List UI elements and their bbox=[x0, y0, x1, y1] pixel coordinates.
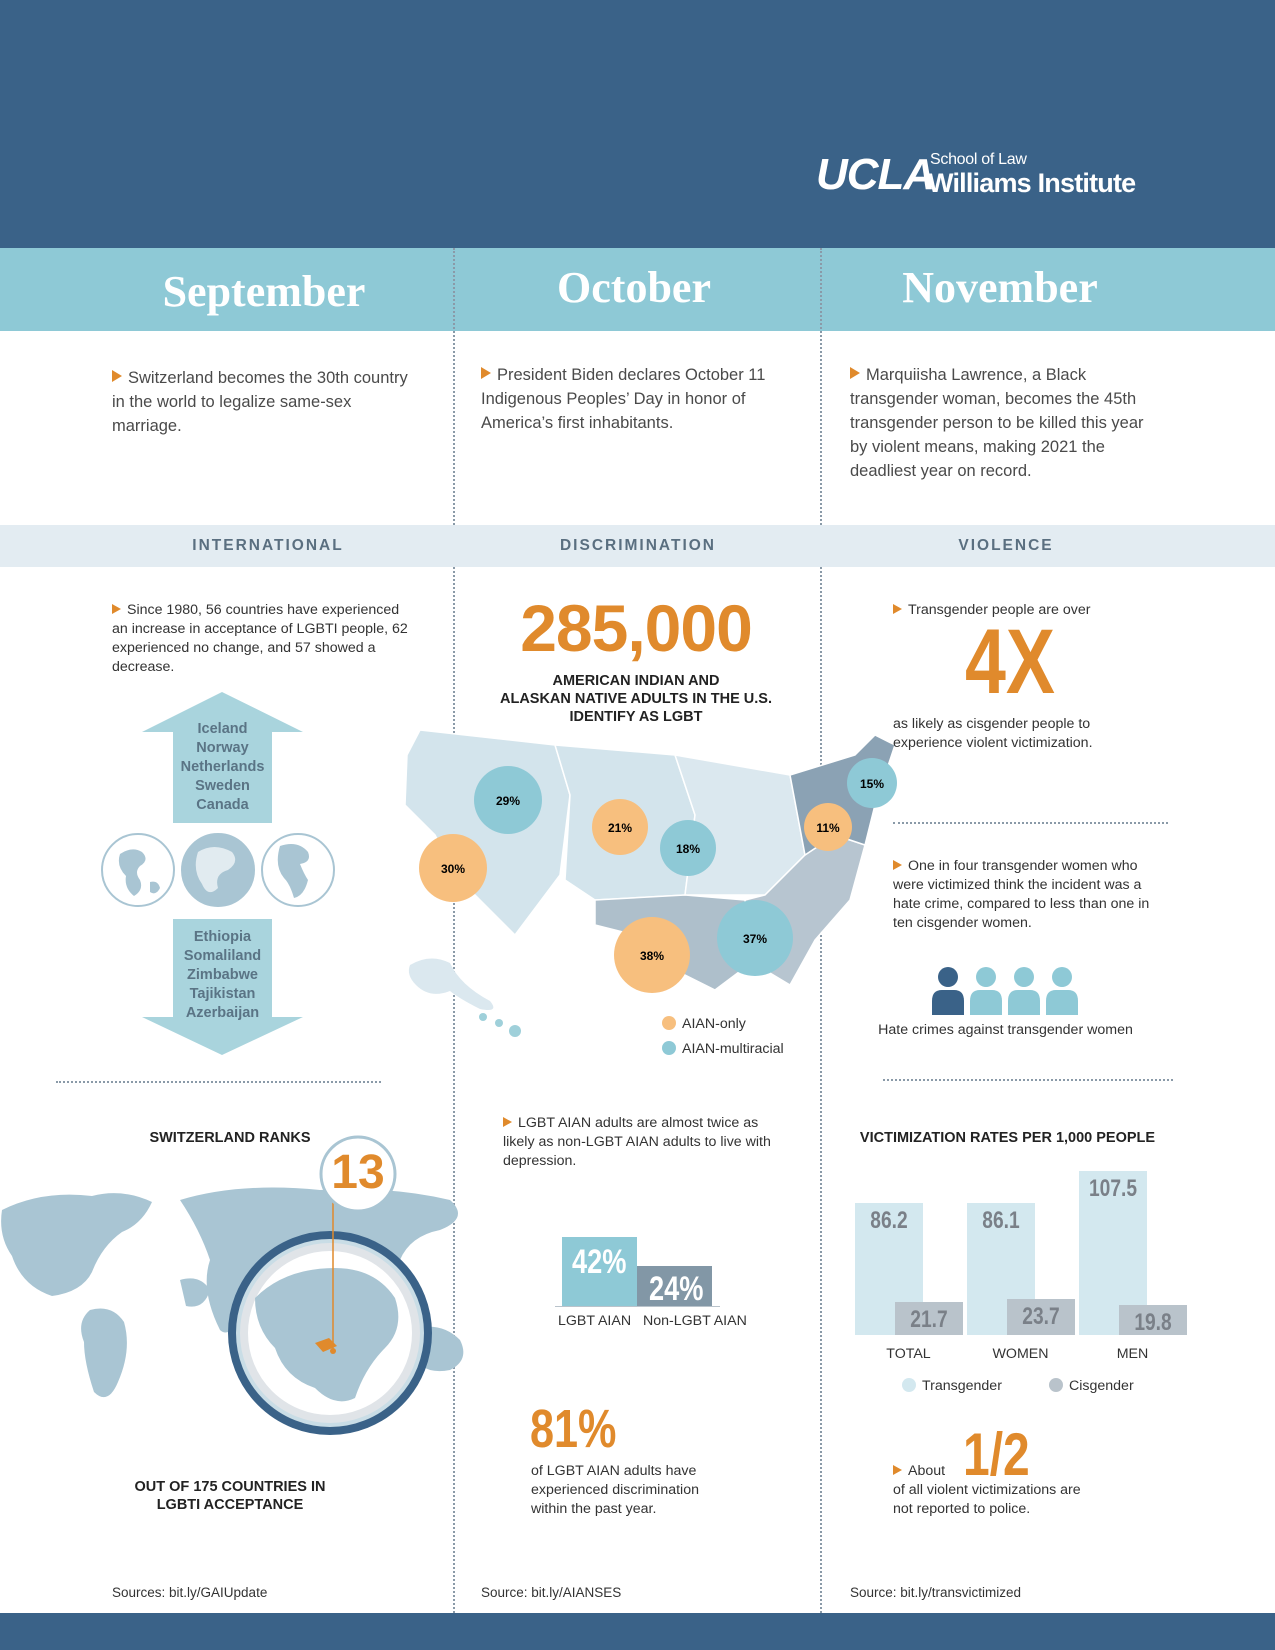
violence-fact-suffix: as likely as cisgender people to experience violent victimization. bbox=[893, 716, 1093, 751]
triangle-bullet-icon bbox=[893, 604, 902, 614]
circle-21 bbox=[592, 799, 648, 855]
header-banner bbox=[0, 0, 1275, 248]
triangle-bullet-icon bbox=[481, 367, 491, 379]
category-label-total: TOTAL bbox=[886, 1346, 931, 1362]
discrimination-stat: 81% bbox=[530, 1399, 617, 1459]
triangle-bullet-icon bbox=[850, 367, 860, 379]
svg-text:21%: 21% bbox=[607, 821, 633, 835]
circle-29 bbox=[474, 766, 542, 834]
international-source: Sources: bit.ly/GAIUpdate bbox=[112, 1585, 268, 1600]
victimization-value-label: 86.2 bbox=[870, 1207, 908, 1235]
map-circle-layer bbox=[395, 725, 905, 1055]
victimization-bar-cisgender-men bbox=[1119, 1305, 1187, 1335]
person-icon bbox=[970, 967, 1002, 1015]
williams-institute-label: Williams Institute bbox=[928, 168, 1136, 198]
triangle-bullet-icon bbox=[893, 1465, 902, 1475]
globes-row bbox=[100, 832, 340, 910]
category-label-men: MEN bbox=[1116, 1346, 1149, 1362]
circle-37 bbox=[717, 900, 793, 976]
circle-18 bbox=[660, 820, 716, 876]
triangle-bullet-icon bbox=[893, 860, 902, 870]
person-icon bbox=[1008, 967, 1040, 1015]
country-item: Netherlands bbox=[180, 759, 265, 775]
circle-30 bbox=[419, 834, 487, 902]
svg-text:29%: 29% bbox=[495, 794, 521, 808]
international-fact: Since 1980, 56 countries have experienced an increase in acceptance of LGBTI people, 62 experienced no change, and 57 showed a decrease. bbox=[112, 602, 408, 675]
victimization-value-label: 23.7 bbox=[1022, 1302, 1060, 1330]
victimization-value-label: 19.8 bbox=[1134, 1308, 1172, 1336]
victimization-value-label: 86.1 bbox=[982, 1207, 1020, 1235]
victimization-value-label: 107.5 bbox=[1088, 1174, 1138, 1202]
victimization-bar-cisgender-women bbox=[1007, 1299, 1075, 1335]
country-item: Tajikistan bbox=[189, 986, 256, 1002]
country-item: Canada bbox=[196, 797, 249, 813]
legend-aian-only: AIAN-only bbox=[662, 1015, 746, 1034]
triangle-bullet-icon bbox=[503, 1117, 512, 1127]
globe-icon bbox=[262, 834, 334, 906]
svg-text:18%: 18% bbox=[675, 842, 701, 856]
violence-separator-2 bbox=[883, 1079, 1173, 1081]
rank-number: 13 bbox=[331, 1146, 385, 1199]
school-of-law-label: School of Law bbox=[930, 151, 1027, 168]
triangle-bullet-icon bbox=[112, 370, 122, 382]
circle-38 bbox=[614, 917, 690, 993]
discrimination-stat-caption: of LGBT AIAN adults have experienced discrimination within the past year. bbox=[531, 1463, 699, 1517]
svg-text:37%: 37% bbox=[742, 932, 768, 946]
globe-icon bbox=[182, 834, 254, 906]
svg-text:38%: 38% bbox=[639, 949, 665, 963]
victimization-value-label: 21.7 bbox=[910, 1305, 948, 1333]
intro-september: Switzerland becomes the 30th country in the world to legalize same-sex marriage. bbox=[112, 369, 408, 435]
intro-november: Marquiisha Lawrence, a Black transgender woman, becomes the 45th transgender person to be killed this year by violent means, making 2021 the deadliest year on record. bbox=[850, 366, 1144, 480]
violence-source: Source: bit.ly/transvictimized bbox=[850, 1585, 1022, 1600]
category-label-women: WOMEN bbox=[992, 1346, 1049, 1362]
person-icon bbox=[1046, 967, 1078, 1015]
violence-4x: 4X bbox=[965, 611, 1056, 713]
orange-dot-icon bbox=[662, 1016, 676, 1030]
circle-11 bbox=[804, 803, 852, 851]
category-discrimination: DISCRIMINATION bbox=[559, 537, 716, 554]
month-september: September bbox=[162, 267, 366, 316]
switzerland-ranks-label: SWITZERLAND RANKS bbox=[149, 1130, 311, 1146]
half-prefix: About bbox=[893, 1462, 945, 1481]
depression-label-non-lgbt: Non-LGBT AIAN bbox=[643, 1313, 747, 1329]
country-item: Iceland bbox=[197, 721, 248, 737]
month-october: October bbox=[557, 263, 711, 312]
half-stat: 1/2 bbox=[963, 1421, 1030, 1488]
aian-lgbt-count: 285,000 bbox=[520, 591, 752, 665]
globe-icon bbox=[102, 834, 174, 906]
light-dot-icon bbox=[902, 1378, 916, 1392]
person-icon-highlighted bbox=[932, 967, 964, 1015]
country-item: Somaliland bbox=[183, 948, 262, 964]
category-international: INTERNATIONAL bbox=[192, 537, 344, 554]
svg-text:11%: 11% bbox=[816, 821, 840, 835]
depression-bar-lgbt: 42% bbox=[562, 1237, 637, 1306]
legend-transgender: Transgender bbox=[902, 1377, 1002, 1396]
triangle-bullet-icon bbox=[112, 604, 121, 614]
category-violence: VIOLENCE bbox=[958, 537, 1054, 554]
decrease-country-list bbox=[140, 928, 305, 1023]
depression-baseline bbox=[555, 1306, 720, 1307]
ucla-logo: UCLA bbox=[816, 150, 935, 199]
victimization-bar-cisgender-total bbox=[895, 1302, 963, 1335]
aian-caption: AMERICAN INDIAN AND ALASKAN NATIVE ADULTS IN THE U.S. IDENTIFY AS LGBT bbox=[499, 673, 772, 725]
victimization-chart bbox=[855, 1170, 1195, 1335]
country-item: Azerbaijan bbox=[185, 1005, 260, 1021]
gray-dot-icon bbox=[1049, 1378, 1063, 1392]
country-item: Norway bbox=[196, 740, 249, 756]
violence-fact-prefix: Transgender people are over bbox=[893, 601, 1090, 620]
ranks-caption: OUT OF 175 COUNTRIES IN LGBTI ACCEPTANCE bbox=[134, 1479, 326, 1513]
footer-bar bbox=[0, 1613, 1275, 1650]
intro-october: President Biden declares October 11 Indigenous Peoples’ Day in honor of America’s first inhabitants. bbox=[481, 366, 766, 432]
increase-country-list bbox=[140, 720, 305, 815]
violence-separator-1 bbox=[893, 822, 1168, 824]
people-caption: Hate crimes against transgender women bbox=[878, 1022, 1133, 1038]
people-icons bbox=[930, 965, 1080, 1015]
victimization-chart-title: VICTIMIZATION RATES PER 1,000 PEOPLE bbox=[859, 1130, 1156, 1146]
country-item: Zimbabwe bbox=[187, 967, 258, 983]
depression-bar-non-lgbt: 24% bbox=[637, 1266, 712, 1306]
month-november: November bbox=[902, 263, 1098, 312]
legend-aian-multiracial: AIAN-multiracial bbox=[662, 1040, 784, 1059]
circle-15 bbox=[847, 758, 897, 808]
depression-label-lgbt: LGBT AIAN bbox=[558, 1313, 632, 1329]
half-caption: of all violent victimizations are not reported to police. bbox=[893, 1482, 1081, 1517]
hate-crime-fact: One in four transgender women who were victimized think the incident was a hate crime, compared to less than one in ten cisgender women. bbox=[893, 858, 1150, 931]
international-separator bbox=[56, 1081, 381, 1083]
country-item: Sweden bbox=[195, 778, 250, 794]
country-item: Ethiopia bbox=[193, 929, 252, 945]
svg-text:15%: 15% bbox=[859, 777, 885, 791]
depression-fact: LGBT AIAN adults are almost twice as likely as non-LGBT AIAN adults to live with depression. bbox=[503, 1115, 771, 1169]
svg-text:30%: 30% bbox=[440, 862, 466, 876]
legend-cisgender: Cisgender bbox=[1049, 1377, 1134, 1396]
blue-dot-icon bbox=[662, 1041, 676, 1055]
discrimination-source: Source: bit.ly/AIANSES bbox=[481, 1585, 622, 1600]
